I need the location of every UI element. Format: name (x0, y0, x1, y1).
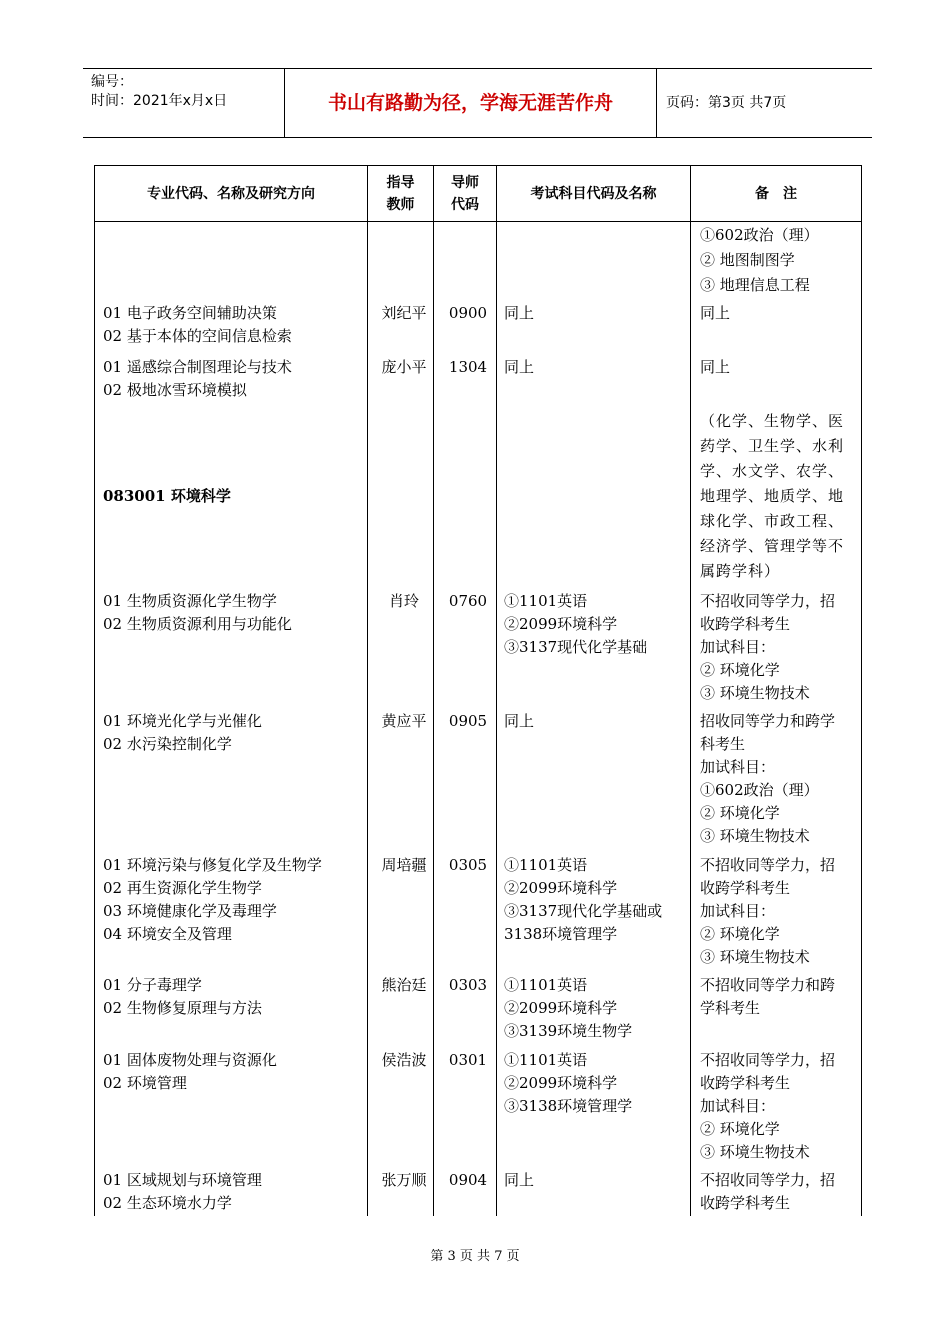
advisor-code-cell: 0301 (448, 1051, 488, 1069)
notes-cell: 同上 (700, 304, 731, 322)
advisor-cell: 刘纪平 (381, 304, 427, 322)
document-header (83, 68, 872, 138)
notes-cell: 不招收同等学力，招 收跨学科考生 (700, 1171, 836, 1212)
col-header-notes: 备 注 (755, 185, 797, 202)
notes-cell: ①602政治（理） ② 地图制图学 ③ 地理信息工程 (700, 226, 819, 294)
enrollment-table (94, 165, 862, 1216)
date-line: 时间：2021年x月x日 (91, 93, 228, 109)
advisor-code-cell: 0905 (448, 712, 488, 730)
advisor-cell: 庞小平 (381, 358, 427, 376)
advisor-cell: 张万顺 (381, 1171, 427, 1189)
header-rule (95, 221, 861, 222)
advisor-code-cell: 0760 (448, 592, 488, 610)
advisor-cell: 黄应平 (381, 712, 427, 730)
advisor-code-cell: 0305 (448, 856, 488, 874)
major-cell: 01 环境光化学与光催化 02 水污染控制化学 (103, 712, 262, 753)
header-divider (656, 69, 657, 137)
col-header-advisor: 指导 教师 (386, 174, 415, 213)
exam-cell: 同上 (504, 358, 535, 376)
advisor-code-cell: 0900 (448, 304, 488, 322)
exam-cell: ①1101英语 ②2099环境科学 ③3138环境管理学 (504, 1051, 633, 1115)
major-cell: 01 环境污染与修复化学及生物学 02 再生资源化学生物学 03 环境健康化学及毒理学 04 环境安全及管理 (103, 856, 322, 943)
advisor-cell: 周培疆 (381, 856, 427, 874)
column-divider (690, 166, 691, 1216)
header-motto: 书山有路勤为径，学海无涯苦作舟 (327, 92, 613, 114)
major-cell: 01 生物质资源化学生物学 02 生物质资源利用与功能化 (103, 592, 292, 633)
major-cell: 01 电子政务空间辅助决策 02 基于本体的空间信息检索 (103, 304, 292, 345)
exam-cell: 同上 (504, 1171, 535, 1189)
major-heading: 083001 环境科学 (103, 487, 231, 505)
advisor-code-cell: 0303 (448, 976, 488, 994)
page-footer: 第 3 页 共 7 页 (430, 1249, 520, 1264)
exam-cell: ①1101英语 ②2099环境科学 ③3137现代化学基础或 3138环境管理学 (504, 856, 663, 943)
major-cell: 01 分子毒理学 02 生物修复原理与方法 (103, 976, 262, 1017)
column-divider (496, 166, 497, 1216)
major-cell: 01 固体废物处理与资源化 02 环境管理 (103, 1051, 277, 1092)
notes-cell: 招收同等学力和跨学 科考生 加试科目： ①602政治（理） ② 环境化学 ③ 环境生物技术 (700, 712, 836, 845)
notes-cell: 不招收同等学力，招 收跨学科考生 加试科目： ② 环境化学 ③ 环境生物技术 (700, 856, 836, 966)
notes-cell: 不招收同等学力，招 收跨学科考生 加试科目： ② 环境化学 ③ 环境生物技术 (700, 1051, 836, 1161)
notes-cell: 同上 (700, 358, 731, 376)
notes-cell: 不招收同等学力，招 收跨学科考生 加试科目： ② 环境化学 ③ 环境生物技术 (700, 592, 836, 702)
exam-cell: ①1101英语 ②2099环境科学 ③3139环境生物学 (504, 976, 633, 1040)
advisor-code-cell: 0904 (448, 1171, 488, 1189)
exam-cell: ①1101英语 ②2099环境科学 ③3137现代化学基础 (504, 592, 648, 656)
notes-cell: 不招收同等学力和跨 学科考生 (700, 976, 836, 1017)
advisor-cell: 熊治廷 (381, 976, 427, 994)
col-header-exam: 考试科目代码及名称 (530, 185, 657, 202)
major-cell: 01 区域规划与环境管理 02 生态环境水力学 (103, 1171, 262, 1212)
major-cell: 01 遥感综合制图理论与技术 02 极地冰雪环境模拟 (103, 358, 292, 399)
header-meta (91, 73, 227, 111)
exam-cell: 同上 (504, 304, 535, 322)
advisor-code-cell: 1304 (448, 358, 488, 376)
notes-paragraph: （化学、生物学、医药学、卫生学、水利学、水文学、农学、地理学、地质学、地球化学、市政工程、经济学、管理学等不属跨学科） (700, 412, 845, 580)
exam-cell: 同上 (504, 712, 535, 730)
header-page-info: 页码：第3页 共7页 (666, 95, 787, 111)
col-header-major: 专业代码、名称及研究方向 (147, 185, 315, 202)
code-label: 编号： (91, 74, 133, 90)
advisor-cell: 侯浩波 (381, 1051, 427, 1069)
col-header-advisor-code: 导师 代码 (451, 174, 479, 213)
advisor-cell: 肖玲 (388, 592, 419, 610)
